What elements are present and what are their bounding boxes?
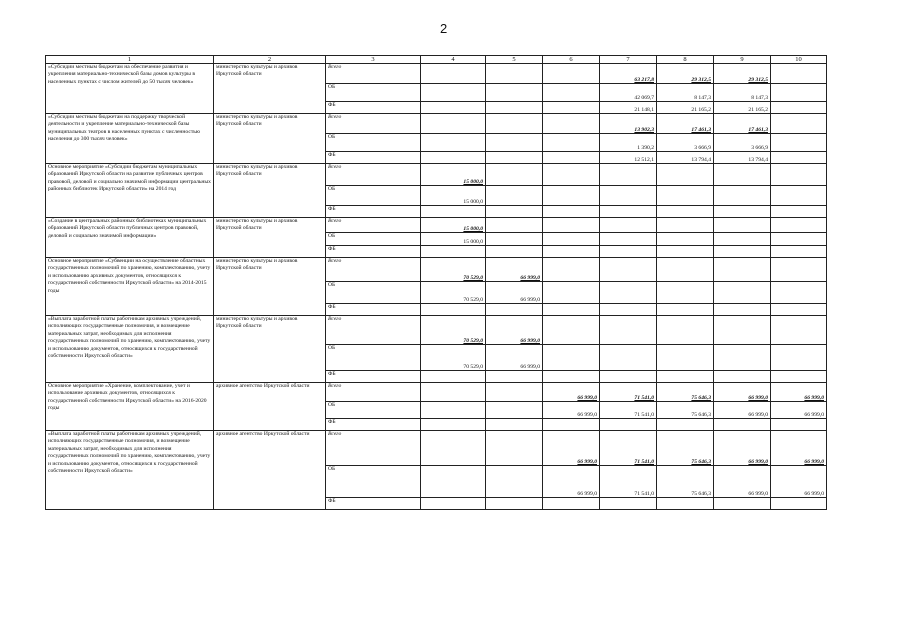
value-cell bbox=[771, 304, 827, 316]
value-cell bbox=[486, 466, 543, 498]
value-cell: 15 000,0 bbox=[421, 233, 486, 246]
funding-source-cell: ФБ bbox=[326, 102, 421, 114]
value-cell bbox=[771, 164, 827, 186]
funding-source-cell: Всего bbox=[326, 218, 421, 233]
value-cell: 75 646,3 bbox=[657, 402, 714, 419]
value-cell bbox=[421, 64, 486, 84]
value-cell bbox=[600, 304, 657, 316]
value-cell bbox=[714, 345, 771, 371]
value-cell bbox=[543, 498, 600, 510]
value-cell: 21 165,2 bbox=[714, 102, 771, 114]
value-cell bbox=[421, 102, 486, 114]
program-name-cell: «Выплата заработной платы работникам архивных учреждений, исполняющих государственные полномочия, и возмещение материальных затрат, необходимых для исполнения государственных полномочий по хранению, комплектованию, учету и использованию документов, относящихся к государственной собственности Иркутской области» bbox=[46, 316, 214, 383]
value-cell bbox=[600, 246, 657, 258]
value-cell bbox=[486, 304, 543, 316]
value-cell bbox=[486, 206, 543, 218]
value-cell bbox=[771, 233, 827, 246]
value-cell bbox=[486, 246, 543, 258]
value-cell bbox=[486, 431, 543, 466]
value-cell bbox=[543, 282, 600, 304]
value-cell bbox=[421, 431, 486, 466]
value-cell: 13 794,4 bbox=[657, 152, 714, 164]
table-row bbox=[46, 64, 827, 84]
funding-source-cell: ОБ bbox=[326, 466, 421, 498]
value-cell bbox=[543, 206, 600, 218]
value-cell: 21 165,2 bbox=[657, 102, 714, 114]
value-cell bbox=[657, 233, 714, 246]
value-cell: 75 646,3 bbox=[657, 466, 714, 498]
value-cell bbox=[486, 218, 543, 233]
responsible-org-cell: министерство культуры и архивов Иркутской области bbox=[214, 64, 326, 114]
value-cell: 66 999,0 bbox=[543, 431, 600, 466]
value-cell bbox=[486, 383, 543, 402]
column-header: 3 bbox=[326, 56, 421, 64]
funding-source-cell: Всего bbox=[326, 431, 421, 466]
value-cell bbox=[600, 371, 657, 383]
value-cell: 29 312,5 bbox=[657, 64, 714, 84]
value-cell bbox=[600, 419, 657, 431]
value-cell bbox=[486, 233, 543, 246]
responsible-org-cell: архивное агентство Иркутской области bbox=[214, 431, 326, 510]
value-cell bbox=[771, 206, 827, 218]
value-cell: 17 461,3 bbox=[714, 114, 771, 134]
value-cell: 71 541,0 bbox=[600, 431, 657, 466]
program-name-cell: «Выплата заработной платы работникам архивных учреждений, исполняющих государственные полномочия, и возмещение материальных затрат, необходимых для исполнения государственных полномочий по хранению, комплектованию, учету и использованию документов, относящихся к государственной собственности Иркутской области» bbox=[46, 431, 214, 510]
value-cell: 13 902,3 bbox=[600, 114, 657, 134]
value-cell bbox=[771, 258, 827, 282]
column-header: 10 bbox=[771, 56, 827, 64]
value-cell bbox=[543, 419, 600, 431]
value-cell: 17 461,3 bbox=[657, 114, 714, 134]
value-cell bbox=[543, 233, 600, 246]
value-cell bbox=[486, 186, 543, 206]
funding-source-cell: ОБ bbox=[326, 233, 421, 246]
value-cell bbox=[486, 84, 543, 102]
funding-source-cell: ФБ bbox=[326, 246, 421, 258]
value-cell bbox=[600, 282, 657, 304]
funding-source-cell: ОБ bbox=[326, 282, 421, 304]
column-header: 8 bbox=[657, 56, 714, 64]
value-cell bbox=[486, 498, 543, 510]
value-cell: 66 999,0 bbox=[771, 431, 827, 466]
value-cell bbox=[771, 371, 827, 383]
value-cell bbox=[771, 345, 827, 371]
table-row bbox=[46, 316, 827, 345]
value-cell bbox=[543, 164, 600, 186]
table-row bbox=[46, 218, 827, 233]
program-name-cell: «Субсидии местным бюджетам на поддержку творческой деятельности и укрепление материально-технической базы муниципальных театров в населенных пунктах с численностью населения до 300 тысяч человек» bbox=[46, 114, 214, 164]
value-cell: 75 646,3 bbox=[657, 431, 714, 466]
funding-source-cell: ОБ bbox=[326, 134, 421, 152]
value-cell bbox=[486, 134, 543, 152]
value-cell bbox=[714, 186, 771, 206]
value-cell bbox=[421, 466, 486, 498]
value-cell: 42 069,7 bbox=[600, 84, 657, 102]
value-cell bbox=[771, 84, 827, 102]
value-cell bbox=[714, 164, 771, 186]
value-cell: 1 390,2 bbox=[600, 134, 657, 152]
value-cell: 66 999,0 bbox=[486, 282, 543, 304]
responsible-org-cell: министерство культуры и архивов Иркутской области bbox=[214, 218, 326, 258]
value-cell bbox=[421, 134, 486, 152]
value-cell bbox=[771, 134, 827, 152]
value-cell bbox=[600, 258, 657, 282]
value-cell: 71 541,0 bbox=[600, 466, 657, 498]
column-header: 7 bbox=[600, 56, 657, 64]
value-cell bbox=[600, 206, 657, 218]
budget-table bbox=[45, 55, 827, 510]
value-cell: 15 000,0 bbox=[421, 186, 486, 206]
value-cell bbox=[657, 345, 714, 371]
value-cell bbox=[657, 419, 714, 431]
value-cell bbox=[771, 282, 827, 304]
value-cell bbox=[771, 102, 827, 114]
column-header: 1 bbox=[46, 56, 214, 64]
value-cell: 66 999,0 bbox=[714, 402, 771, 419]
funding-source-cell: ФБ bbox=[326, 419, 421, 431]
page-number: 2 bbox=[440, 21, 448, 36]
value-cell bbox=[714, 316, 771, 345]
value-cell: 12 512,1 bbox=[600, 152, 657, 164]
value-cell bbox=[600, 218, 657, 233]
table-row bbox=[46, 258, 827, 282]
value-cell bbox=[421, 246, 486, 258]
column-header: 6 bbox=[543, 56, 600, 64]
value-cell bbox=[543, 258, 600, 282]
program-name-cell: «Создание в центральных районных библиотеках муниципальных образований Иркутской области публичных центров правовой, деловой и социально значимой информации» bbox=[46, 218, 214, 258]
value-cell: 3 666,9 bbox=[657, 134, 714, 152]
value-cell: 70 529,0 bbox=[421, 258, 486, 282]
value-cell bbox=[714, 233, 771, 246]
value-cell: 66 999,0 bbox=[486, 316, 543, 345]
responsible-org-cell: министерство культуры и архивов Иркутской области bbox=[214, 258, 326, 316]
value-cell bbox=[600, 186, 657, 206]
value-cell bbox=[543, 102, 600, 114]
header-row bbox=[46, 56, 827, 64]
funding-source-cell: Всего bbox=[326, 316, 421, 345]
value-cell bbox=[486, 114, 543, 134]
responsible-org-cell: министерство культуры и архивов Иркутской области bbox=[214, 114, 326, 164]
value-cell bbox=[543, 218, 600, 233]
value-cell bbox=[421, 498, 486, 510]
value-cell: 70 529,0 bbox=[421, 345, 486, 371]
value-cell bbox=[714, 218, 771, 233]
value-cell bbox=[486, 402, 543, 419]
table-row bbox=[46, 164, 827, 186]
value-cell: 71 541,0 bbox=[600, 383, 657, 402]
funding-source-cell: ОБ bbox=[326, 345, 421, 371]
value-cell bbox=[714, 498, 771, 510]
value-cell bbox=[771, 186, 827, 206]
value-cell bbox=[771, 114, 827, 134]
value-cell: 15 000,0 bbox=[421, 164, 486, 186]
responsible-org-cell: министерство культуры и архивов Иркутской области bbox=[214, 316, 326, 383]
value-cell bbox=[543, 84, 600, 102]
value-cell bbox=[714, 258, 771, 282]
table-row bbox=[46, 114, 827, 134]
value-cell bbox=[771, 218, 827, 233]
value-cell bbox=[600, 233, 657, 246]
value-cell: 8 147,3 bbox=[714, 84, 771, 102]
value-cell: 70 529,0 bbox=[421, 316, 486, 345]
value-cell bbox=[714, 304, 771, 316]
value-cell: 13 794,4 bbox=[714, 152, 771, 164]
value-cell bbox=[421, 419, 486, 431]
value-cell: 66 999,0 bbox=[771, 402, 827, 419]
value-cell bbox=[657, 258, 714, 282]
column-header: 5 bbox=[486, 56, 543, 64]
funding-source-cell: Всего bbox=[326, 383, 421, 402]
column-header: 2 bbox=[214, 56, 326, 64]
value-cell bbox=[421, 304, 486, 316]
value-cell: 66 999,0 bbox=[714, 466, 771, 498]
value-cell bbox=[771, 64, 827, 84]
value-cell: 66 999,0 bbox=[543, 466, 600, 498]
value-cell bbox=[421, 402, 486, 419]
value-cell bbox=[771, 316, 827, 345]
value-cell bbox=[657, 316, 714, 345]
funding-source-cell: Всего bbox=[326, 164, 421, 186]
value-cell bbox=[421, 152, 486, 164]
value-cell: 66 999,0 bbox=[543, 402, 600, 419]
value-cell bbox=[486, 102, 543, 114]
value-cell: 66 999,0 bbox=[771, 383, 827, 402]
funding-source-cell: Всего bbox=[326, 64, 421, 84]
value-cell bbox=[486, 64, 543, 84]
value-cell: 71 541,0 bbox=[600, 402, 657, 419]
value-cell: 63 217,8 bbox=[600, 64, 657, 84]
value-cell bbox=[600, 164, 657, 186]
value-cell: 66 999,0 bbox=[771, 466, 827, 498]
program-name-cell: Основное мероприятие «Субсидии бюджетам муниципальных образований Иркутской области на развитие публичных центров правовой, деловой и социально значимой информации центральных районных библиотек Иркутской области» на 2014 год bbox=[46, 164, 214, 218]
value-cell: 70 529,0 bbox=[421, 282, 486, 304]
value-cell bbox=[771, 246, 827, 258]
value-cell bbox=[657, 246, 714, 258]
value-cell: 75 646,3 bbox=[657, 383, 714, 402]
value-cell bbox=[657, 206, 714, 218]
value-cell bbox=[543, 304, 600, 316]
value-cell bbox=[421, 206, 486, 218]
table-row bbox=[46, 383, 827, 402]
value-cell bbox=[421, 383, 486, 402]
value-cell bbox=[714, 282, 771, 304]
funding-source-cell: ФБ bbox=[326, 304, 421, 316]
column-header: 9 bbox=[714, 56, 771, 64]
funding-source-cell: ФБ bbox=[326, 152, 421, 164]
value-cell bbox=[771, 498, 827, 510]
responsible-org-cell: архивное агентство Иркутской области bbox=[214, 383, 326, 431]
value-cell bbox=[421, 371, 486, 383]
funding-source-cell: ФБ bbox=[326, 498, 421, 510]
value-cell: 66 999,0 bbox=[486, 345, 543, 371]
value-cell bbox=[486, 419, 543, 431]
value-cell bbox=[543, 186, 600, 206]
value-cell bbox=[421, 84, 486, 102]
value-cell bbox=[486, 164, 543, 186]
program-name-cell: «Субсидии местным бюджетам на обеспечение развития и укрепления материально-технической базы домов культуры в населенных пунктах с числом жителей до 50 тысяч человек» bbox=[46, 64, 214, 114]
funding-source-cell: ОБ bbox=[326, 84, 421, 102]
value-cell bbox=[657, 164, 714, 186]
value-cell bbox=[543, 64, 600, 84]
funding-source-cell: ОБ bbox=[326, 402, 421, 419]
funding-source-cell: Всего bbox=[326, 258, 421, 282]
table-row bbox=[46, 431, 827, 466]
value-cell: 21 148,1 bbox=[600, 102, 657, 114]
value-cell bbox=[421, 114, 486, 134]
value-cell bbox=[714, 371, 771, 383]
value-cell bbox=[543, 152, 600, 164]
value-cell bbox=[600, 345, 657, 371]
value-cell bbox=[600, 498, 657, 510]
funding-source-cell: ОБ bbox=[326, 186, 421, 206]
value-cell: 29 312,5 bbox=[714, 64, 771, 84]
value-cell bbox=[486, 371, 543, 383]
value-cell bbox=[600, 316, 657, 345]
program-name-cell: Основное мероприятие «Субвенции на осуществление областных государственных полномочий по хранению, комплектованию, учету и использованию архивных документов, относящихся к государственной собственности Иркутской области» на 2014-2015 годы bbox=[46, 258, 214, 316]
value-cell bbox=[543, 114, 600, 134]
value-cell: 66 999,0 bbox=[543, 383, 600, 402]
value-cell bbox=[771, 419, 827, 431]
value-cell bbox=[714, 206, 771, 218]
funding-source-cell: Всего bbox=[326, 114, 421, 134]
value-cell bbox=[543, 345, 600, 371]
value-cell bbox=[657, 371, 714, 383]
funding-source-cell: ФБ bbox=[326, 371, 421, 383]
value-cell: 66 999,0 bbox=[714, 383, 771, 402]
value-cell: 3 666,9 bbox=[714, 134, 771, 152]
program-name-cell: Основное мероприятие «Хранение, комплектование, учет и использование архивных документов, относящихся к государственной собственности Иркутской области» на 2016-2020 годы bbox=[46, 383, 214, 431]
value-cell bbox=[657, 218, 714, 233]
value-cell bbox=[657, 498, 714, 510]
value-cell: 15 000,0 bbox=[421, 218, 486, 233]
value-cell bbox=[543, 371, 600, 383]
funding-source-cell: ФБ bbox=[326, 206, 421, 218]
value-cell bbox=[657, 282, 714, 304]
value-cell bbox=[657, 304, 714, 316]
responsible-org-cell: министерство культуры и архивов Иркутской области bbox=[214, 164, 326, 218]
value-cell bbox=[543, 134, 600, 152]
value-cell: 8 147,3 bbox=[657, 84, 714, 102]
value-cell: 66 999,0 bbox=[486, 258, 543, 282]
value-cell bbox=[714, 419, 771, 431]
value-cell bbox=[543, 246, 600, 258]
value-cell bbox=[486, 152, 543, 164]
value-cell bbox=[543, 316, 600, 345]
value-cell bbox=[771, 152, 827, 164]
column-header: 4 bbox=[421, 56, 486, 64]
value-cell bbox=[714, 246, 771, 258]
value-cell: 66 999,0 bbox=[714, 431, 771, 466]
value-cell bbox=[657, 186, 714, 206]
